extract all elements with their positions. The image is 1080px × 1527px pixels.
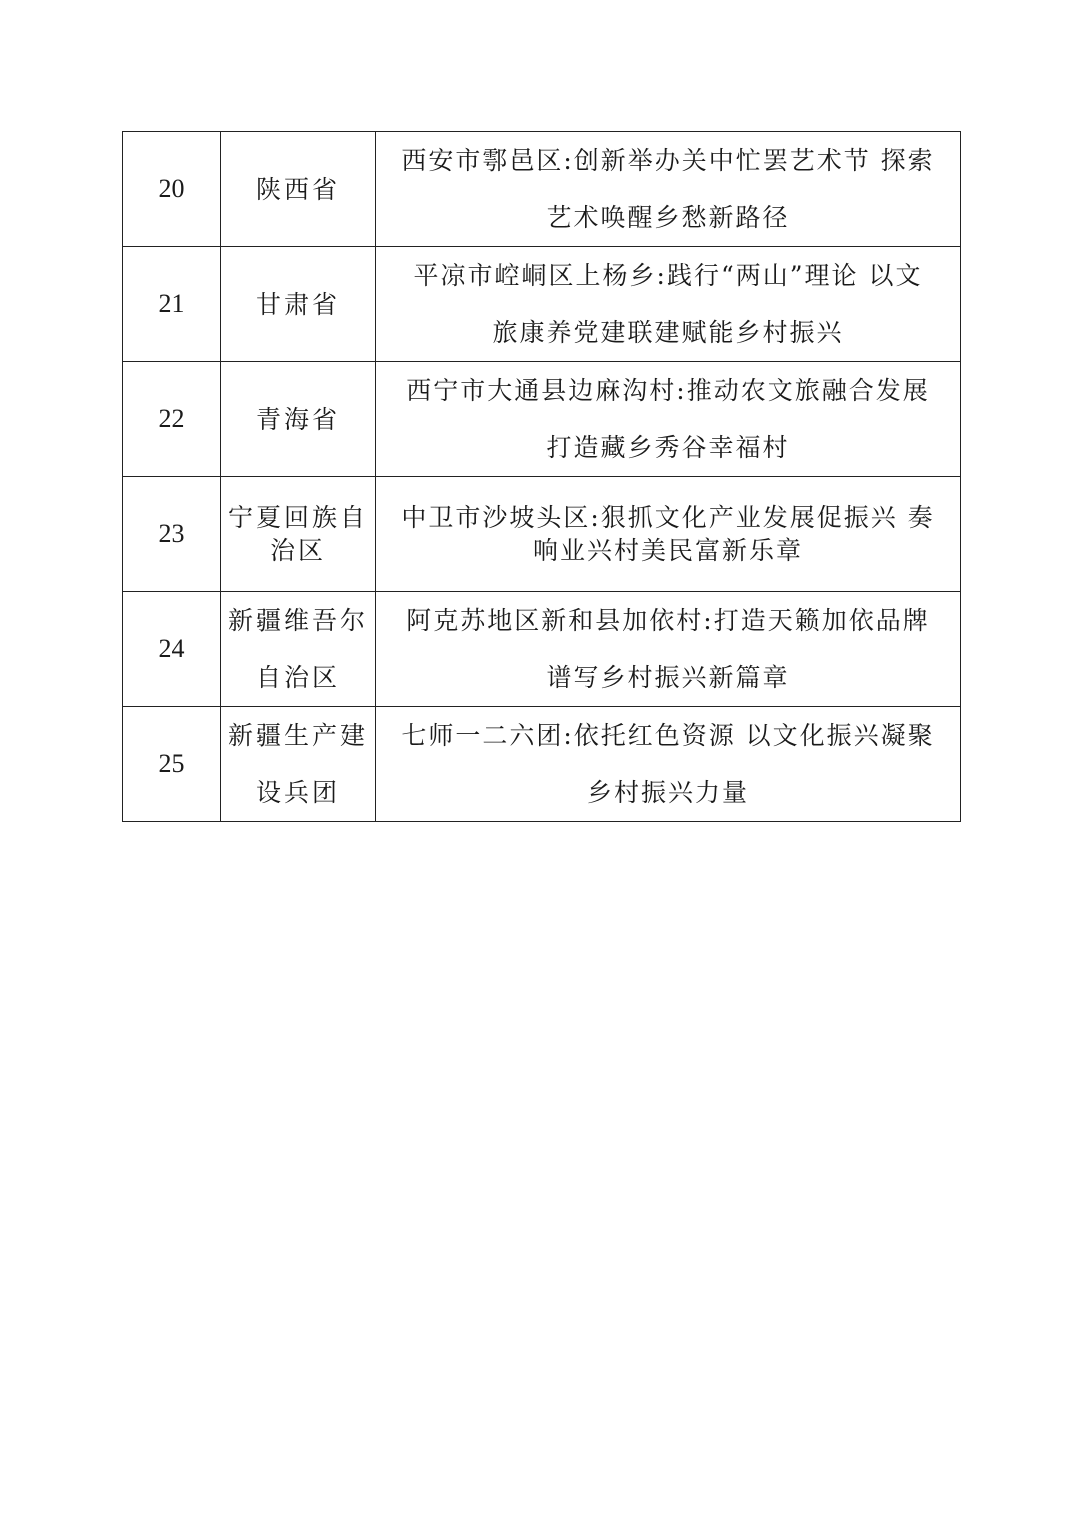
province-name: 甘肃省 xyxy=(255,289,340,319)
province-name-line: 新疆维吾尔 xyxy=(227,606,368,635)
case-description xyxy=(376,247,961,362)
province-name-line: 设兵团 xyxy=(255,778,340,807)
table-row xyxy=(123,362,961,477)
description-line: 七师一二六团:依托红色资源 以文化振兴凝聚 xyxy=(401,721,935,750)
province-cell xyxy=(221,592,376,707)
case-description xyxy=(376,592,961,707)
description-line: 乡村振兴力量 xyxy=(586,778,749,807)
description-line: 响业兴村美民富新乐章 xyxy=(532,536,803,565)
row-number: 22 xyxy=(123,362,221,477)
province-cell xyxy=(221,132,376,247)
row-number: 24 xyxy=(123,592,221,707)
case-description xyxy=(376,707,961,822)
province-cell xyxy=(221,477,376,592)
table-row xyxy=(123,592,961,707)
description-line: 谱写乡村振兴新篇章 xyxy=(546,663,790,692)
province-name-line: 自治区 xyxy=(255,663,340,692)
table-row xyxy=(123,707,961,822)
row-number: 23 xyxy=(123,477,221,592)
description-line: 打造藏乡秀谷幸福村 xyxy=(546,433,790,462)
case-list-table xyxy=(122,131,961,822)
province-name-line: 宁夏回族自 xyxy=(227,503,368,532)
province-name-line: 新疆生产建 xyxy=(227,721,368,750)
case-description xyxy=(376,477,961,592)
province-cell xyxy=(221,247,376,362)
description-line: 艺术唤醒乡愁新路径 xyxy=(546,203,790,232)
description-line: 阿克苏地区新和县加依村:打造天籁加依品牌 xyxy=(406,606,930,635)
case-description xyxy=(376,362,961,477)
table-row xyxy=(123,477,961,592)
province-cell xyxy=(221,707,376,822)
province-name: 陕西省 xyxy=(255,174,340,204)
row-number: 21 xyxy=(123,247,221,362)
table-row xyxy=(123,247,961,362)
row-number: 20 xyxy=(123,132,221,247)
province-name: 青海省 xyxy=(255,404,340,434)
description-line: 旅康养党建联建赋能乡村振兴 xyxy=(492,318,844,347)
description-line: 中卫市沙坡头区:狠抓文化产业发展促振兴 奏 xyxy=(401,503,935,532)
table-row xyxy=(123,132,961,247)
province-cell xyxy=(221,362,376,477)
description-line: 西安市鄠邑区:创新举办关中忙罢艺术节 探索 xyxy=(401,146,935,175)
description-line: 平凉市崆峒区上杨乡:践行“两山”理论 以文 xyxy=(413,261,923,290)
description-line: 西宁市大通县边麻沟村:推动农文旅融合发展 xyxy=(406,376,930,405)
row-number: 25 xyxy=(123,707,221,822)
province-name-line: 治区 xyxy=(269,536,326,565)
case-description xyxy=(376,132,961,247)
